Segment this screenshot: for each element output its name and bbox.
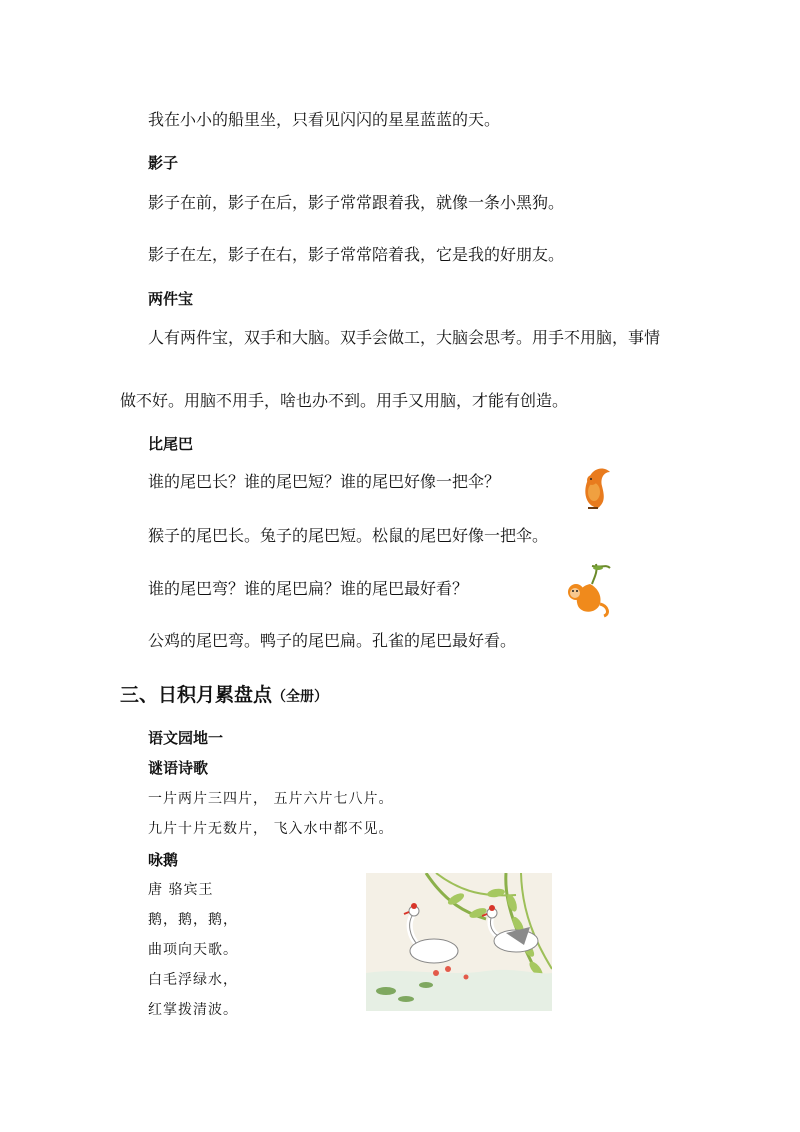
poem-line-boat: 我在小小的船里坐，只看见闪闪的星星蓝蓝的天。 xyxy=(148,110,501,129)
tail-line-4: 公鸡的尾巴弯。鸭子的尾巴扁。孔雀的尾巴最好看。 xyxy=(148,631,517,650)
shadow-line-1: 影子在前，影子在后，影子常常跟着我，就像一条小黑狗。 xyxy=(148,193,565,212)
treasure-line-1: 人有两件宝，双手和大脑。双手会做工，大脑会思考。用手不用脑，事情 xyxy=(148,328,661,347)
riddle-line-1: 一片两片三四片， 五片六片七八片。 xyxy=(148,791,394,807)
heading-ode-to-goose: 咏鹅 xyxy=(148,851,179,869)
poem-author: 唐 骆宾王 xyxy=(148,882,214,898)
monkey-icon xyxy=(562,562,614,618)
treasure-line-2: 做不好。用脑不用手，啥也办不到。用手又用脑，才能有创造。 xyxy=(120,391,569,410)
heading-shadow: 影子 xyxy=(148,154,179,172)
section-title xyxy=(120,683,328,709)
heading-two-treasures: 两件宝 xyxy=(148,290,194,308)
geese-painting xyxy=(366,873,552,1011)
tail-line-2: 猴子的尾巴长。兔子的尾巴短。松鼠的尾巴好像一把伞。 xyxy=(148,526,549,545)
shadow-line-2: 影子在左，影子在右，影子常常陪着我，它是我的好朋友。 xyxy=(148,245,565,264)
poem-line-4: 红掌拨清波。 xyxy=(148,1002,238,1018)
squirrel-icon xyxy=(580,462,614,512)
heading-compare-tails: 比尾巴 xyxy=(148,435,194,453)
heading-riddle-poem: 谜语诗歌 xyxy=(148,759,209,777)
poem-line-3: 白毛浮绿水， xyxy=(148,972,238,988)
riddle-line-2: 九片十片无数片， 飞入水中都不见。 xyxy=(148,821,394,837)
tail-line-3: 谁的尾巴弯？谁的尾巴扁？谁的尾巴最好看？ xyxy=(148,579,469,598)
poem-line-1: 鹅，鹅，鹅， xyxy=(148,912,238,928)
heading-garden-one: 语文园地一 xyxy=(148,729,224,747)
section-title-text: 三、日积月累盘点 xyxy=(120,684,273,706)
tail-line-1: 谁的尾巴长？谁的尾巴短？谁的尾巴好像一把伞？ xyxy=(148,472,501,491)
poem-line-2: 曲项向天歌。 xyxy=(148,942,238,958)
section-subtitle: （全册） xyxy=(272,689,329,705)
